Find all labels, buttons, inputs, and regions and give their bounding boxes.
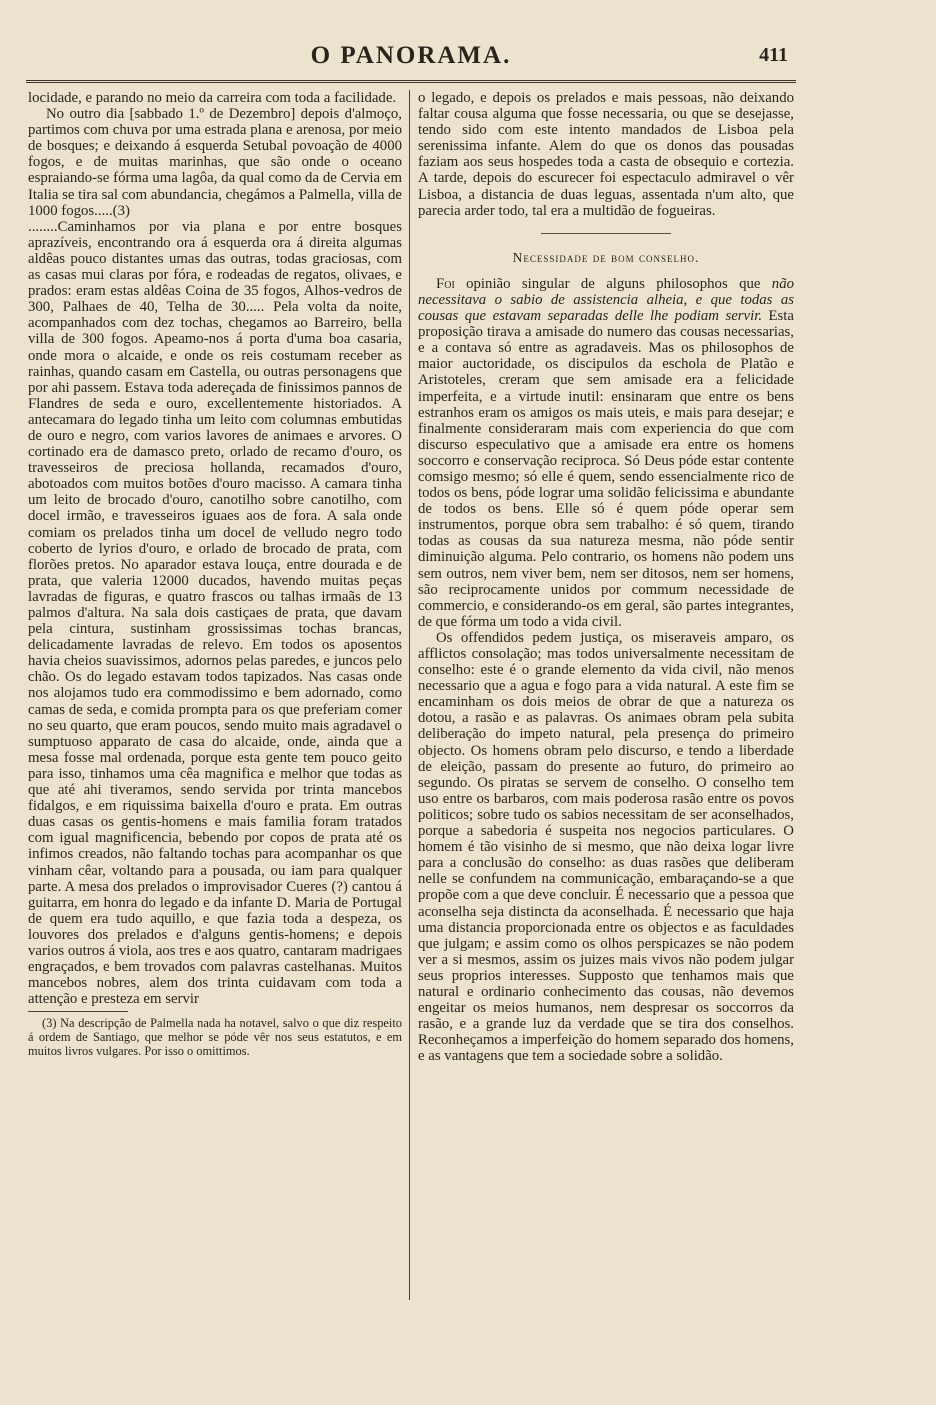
paragraph: ........Caminhamos por via plana e por entre bosques aprazíveis, encontrando ora á esquerda ora á direita algumas aldêas pouco distantes umas das outras, todas graciosas, com as casas mui claras por fóra, e rodeadas de regatos, olivaes, e prados: eram estas aldêas Coina de 35 fogos, Alhos-vedros de 300, Palhaes de 40, Telha de 30..... Pela volta da noite, acompanhados com dez tochas, chegamos ao Barreiro, bella villa de 300 fogos. Apeamo-nos á porta d'uma boa casaria, onde mora o alcaide, e onde os reis costumam receber as rainhas, quando casam em Castella, ou outras personagens que por ahi passem. Estava toda adereçada de finissimos pannos de Flandres de seda e ouro, excellentemente historiados. A antecamara do legado tinha um leito com columnas embutidas de ouro e negro, com varios lavores de animaes e arvores. O cortinado era de damasco preto, orlado de recamo d'ouro, os travesseiros de preciosa hollanda, recamados d'ouro, abotoados com muitos botões d'ouro macisso. A camara tinha um leito de brocado d'ouro, canotilho sobre canotilho, com docel irmão, e travesseiros iguaes aos de fora. A sala onde comiam os prelados tinha um docel de velludo negro todo coberto de lyrios d'ouro, e orlado de brocado de prata, com florões pretos. No aparador estava louça, entre dourada e de prata, que valeria 12000 ducados, havendo muitas peças lavradas de figuras, e quatro frascos ou talhas irmaãs de 13 palmos d'altura. Na sala dois castiçaes de prata, que davam pela cintura, sustinham grossissimas tochas brancas, delicadamente lavradas de relevo. Em todos os aposentos havia cheios suavissimos, adornos pelas paredes, e juncos pelo chão. Os do legado estavam todos tapizados. Nas casas onde nos alojamos tudo era commodissimo e bem adornado, como camas de seda, e comida prompta para os que preferiam comer no seu quarto, que eram poucos, sendo muito mais agradavel o sumptuoso apparato de casa do alcaide, onde, ainda que a mesa fosse mal ordenada, porque esta gente tem pouco geito para isso, tinhamos uma cêa magnifica e melhor que todas as que até ahi tiveramos, sendo servida por trinta mancebos fidalgos, e em riquissima baixella d'ouro e prata. Em outras duas casas os gentis-homens e mais familia foram tratados com igual magnificencia, bebendo por copos de prata até os infimos creados, não faltando tochas para acompanhar os que vinham cêar, voltando para a pousada, ou iam para qualquer parte. A mesa dos prelados o improvisador Cueres (?) cantou á guitarra, em honra do legado e da infante D. Maria de Portugal de quem era tudo aquillo, e que fazia toda a despeza, os louvores dos prelados e d'alguns gentis-homens; e depois varios outros á viola, aos tres e aos quatro, cantaram madrigaes engraçados, e bem trovados com palavras castelhanas. Muitos mancebos nobres, alem dos trinta cuidavam com toda a attenção e presteza em servir (28, 218, 402, 1008)
right-column (418, 90, 794, 1064)
page-number: 411 (759, 44, 788, 66)
paragraph: o legado, e depois os prelados e mais pessoas, não deixando faltar cousa alguma que fosse necessaria, ou que se desejasse, tendo sido com este intento mandados de Lisboa pela serenissima infante. Alem do que os donos das pousadas faziam aos seus hospedes toda a casta de obsequio e cortezia. A tarde, depois do escurecer foi espectaculo admiravel o vêr Lisboa, a distancia de duas leguas, assentada n'um alto, que parecia arder todo, tal era a multidão de fogueiras. (418, 90, 794, 219)
paragraph (418, 276, 794, 630)
first-word: Foi (436, 275, 455, 292)
footnote-rule (28, 1011, 128, 1012)
text-run: opinião singular de alguns philosophos que (454, 275, 772, 292)
paragraph: No outro dia [sabbado 1.º de Dezembro] depois d'almoço, partimos com chuva por uma estrada plana e arenosa, por meio de bosques; e deixando á esquerda Setubal povoação de 4000 fogos, e de muitas marinhas, que são onde o oceano espraiando-se fórma uma lagôa, da qual como da de Cervia em Italia se tira sal com abundancia, chegámos a Palmella, villa de 1000 fogos.....(3) (28, 106, 402, 219)
left-column (28, 90, 402, 1058)
paragraph: Os offendidos pedem justiça, os miseraveis amparo, os afflictos consolação; mas todos universalmente necessitam de conselho: este é o grande elemento da vida civil, não menos necessario que a agua e fogo para a vida natural. A este fim se encaminham os dois meios de obrar de que a natureza os dotou, a rasão e as palavras. Os animaes obram pela subita deliberação do impeto natural, pela presença do primeiro objecto. Os homens obram pelo discurso, e tendo a liberdade de eleição, passam do presente ao futuro, do primeiro ao segundo. Os piratas se servem de conselho. O conselho tem uso entre os barbaros, com mais poderosa rasão entre os povos politicos; sobre tudo os sabios necessitam de ser aconselhados, porque a sabedoria é suspeita nos negocios particulares. O homem é tão visinho de si mesmo, que não deixa logar livre para a conclusão do conselho: as duas rasões que deliberam nelle se confundem na communicação, embaraçando-se a que propõe com a que deve concluir. É necessario que a pessoa que aconselha seja distincta da aconselhada. É necessario que haja uma distancia proporcionada entre os objectos e as faculdades que julgam; e assim como os olhos perspicazes se não podem ver a si mesmos, assim os juizes mais vivos não podem julgar seus proprios interesses. Supposto que tenhamos mais que natural e ordinario conhecimento das cousas, não devemos engeitar os meios humanos, nem despresar os soccorros da rasão, e a grande luz da verdade que se tira dos conselhos. Reconheçamos a imperfeição do homem separado dos homens, e as vantagens que tem a sociedade sobre a solidão. (418, 629, 794, 1065)
column-divider (409, 90, 410, 1300)
section-separator (541, 233, 671, 234)
newspaper-title: O PANORAMA. (310, 42, 512, 69)
paragraph: locidade, e parando no meio da carreira com toda a facilidade. (28, 90, 397, 106)
text-run: Esta proposição tirava a amisade do numero das cousas necessarias, e a contava só entre as agradaveis. Mas os philosophos de maior auctoridade, os discipulos da escholа de Platão e Aristoteles, creram que sem amisade era a felicidade imperfeita, e a virtude inutil: ensinaram que entre os bens estranhos eram os amigos os mais uteis, e mais para desejar; e finalmente consideraram mais com experiencia do que com discurso especulativo que a amisade era entre os homens soccorro e conservação reciproca. Só Deus póde estar contente comsigo mesmo; só elle é quem, sendo essencialmente rico de todos os bens, póde lograr uma solidão felicissima e abundante de todos os bens. Elle só é quem póde operar sem instrumentos, porque obra sem trabalho: é só quem, tirando todas as cousas da sua natureza mesma, não póde sentir diminuição alguma. Pelo contrario, os homens não podem uns sem outros, nem viver bem, nem ser ditosos, nem ser homens, são reciprocamente unidos por commum necessidade de commercio, e considerando-os em geral, são partes integrantes, de que fórma um todo a vida civil. (418, 308, 794, 630)
page-header (26, 40, 796, 74)
section-title: Necessidade de bom conselho. (512, 249, 700, 265)
quoted-text: não necessitava o sabio de assistencia alheia, e que todas as cousas que estavam separadas delle lhe podiam servir. (418, 275, 794, 325)
header-rule (26, 80, 796, 83)
footnote: (3) Na descripção de Palmella nada ha notavel, salvo o que diz respeito á ordem de Santiago, que melhor se póde vêr nos seus estatutos, e em muitos livros vulgares. Por isso o omittimos. (28, 1016, 402, 1059)
